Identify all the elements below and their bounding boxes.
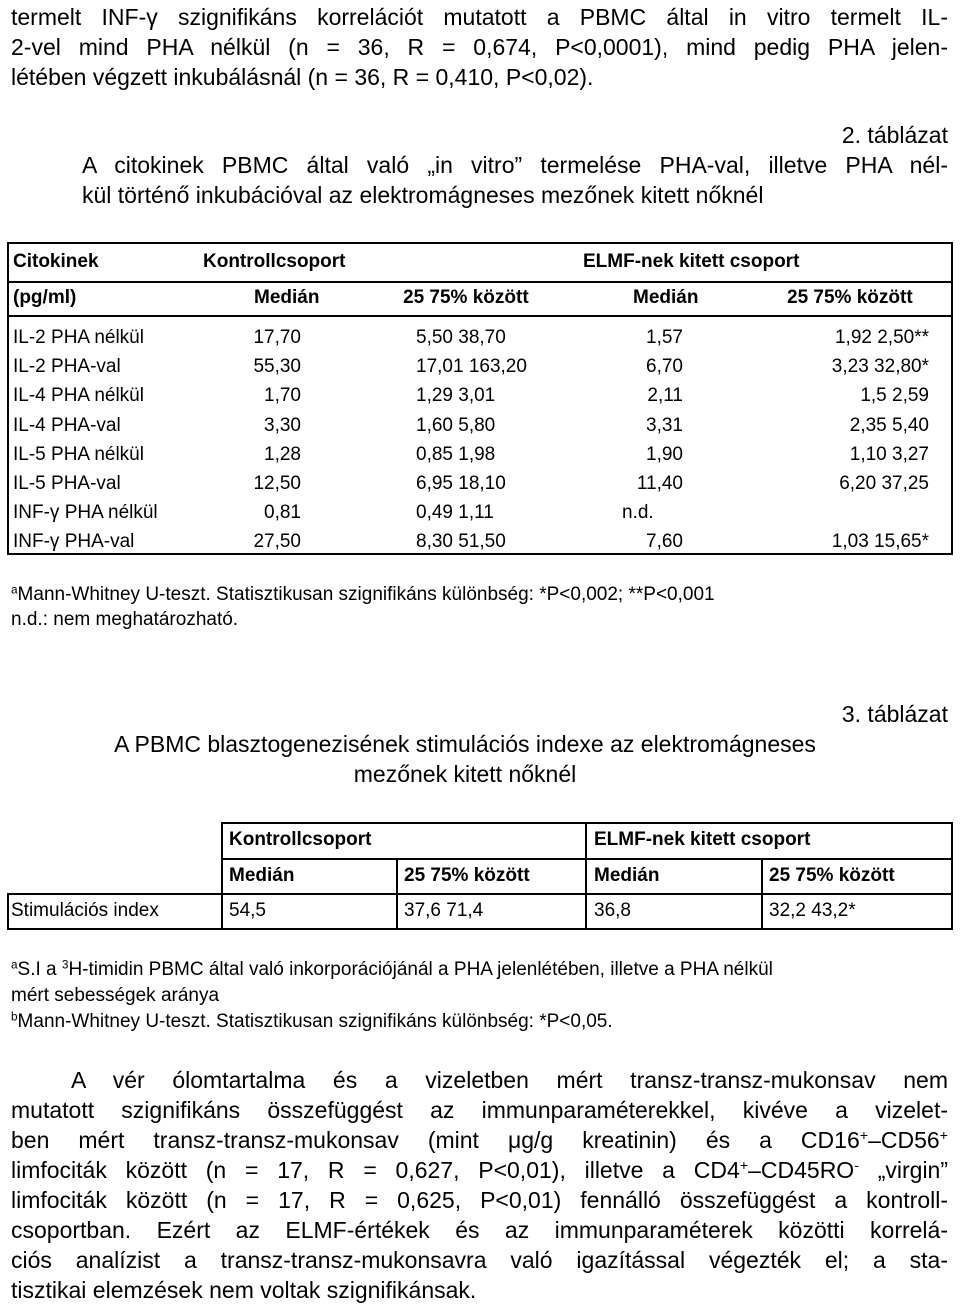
intro-line: termelt INF-γ szignifikáns korrelációt mutatott a PBMC által in vitro termelt IL-	[11, 4, 948, 30]
col-header-median: Medián	[254, 287, 320, 308]
table3-number: 3. táblázat	[841, 701, 948, 727]
col-header-median: Medián	[594, 865, 660, 886]
row-label: IL-5 PHA nélkül	[13, 443, 144, 465]
table3-divider	[396, 858, 398, 930]
col-header-median: Medián	[633, 287, 699, 308]
footnote-text: Mann-Whitney U-teszt. Statisztikusan szignifikáns különbség: *P<0,002; **P<0,001	[17, 584, 715, 605]
table3-divider	[221, 858, 953, 860]
footnote-marker: b	[11, 1010, 18, 1024]
table2-title	[82, 150, 948, 210]
closing-line: tisztikai elemzések nem voltak szignifikánsak.	[11, 1277, 477, 1303]
col-header-range: 25 75% között	[769, 865, 895, 886]
table3-divider	[585, 822, 587, 930]
row-label: Stimulációs index	[11, 900, 159, 921]
row-label: IL-2 PHA nélkül	[13, 327, 144, 348]
text-run: limfociták között (n = 17, R = 0,627, P<0,01), illetve a CD4	[11, 1157, 740, 1183]
control-range: 8,30 51,50	[416, 531, 506, 553]
table3-title-line: mezőnek kitett nőknél	[353, 761, 577, 787]
closing-line: limfociták között (n = 17, R = 0,625, P<0,01) fennálló összefüggést a kontroll-	[11, 1187, 948, 1213]
table2-title-line: kül történő inkubációval az elektromágneses mezőnek kitett nőknél	[82, 182, 764, 208]
table2-title-line: A citokinek PBMC által való „in vitro” termelése PHA-val, illetve PHA nél-	[82, 152, 948, 178]
col-header-range: 25 75% között	[787, 287, 913, 308]
row-label: INF-γ PHA-val	[13, 531, 135, 553]
table3-divider	[7, 928, 953, 930]
intro-paragraph	[11, 2, 948, 92]
text-run: –CD56	[868, 1127, 940, 1153]
table2-divider	[9, 281, 951, 283]
closing-line	[11, 1155, 948, 1185]
elmf-median: 2,11	[647, 385, 683, 407]
closing-line: A vér ólomtartalma és a vizeletben mért transz-transz-mukonsav nem	[71, 1067, 948, 1093]
intro-line: létében végzett inkubálásnál (n = 36, R = 0,410, P<0,02).	[11, 64, 594, 90]
elmf-range: 6,20 37,25	[839, 473, 929, 494]
footnote-marker: a	[11, 958, 18, 972]
control-median: 3,30	[264, 414, 301, 436]
table3-divider	[221, 822, 953, 824]
elmf-median: 7,60	[646, 531, 683, 553]
group-header-elmf: ELMF-nek kitett csoport	[594, 829, 811, 850]
footnote-text: Mann-Whitney U-teszt. Statisztikusan szignifikáns különbség: *P<0,05.	[17, 1011, 613, 1032]
row-label: IL-4 PHA nélkül	[13, 385, 144, 407]
control-range: 5,50 38,70	[416, 327, 506, 348]
closing-line: mutatott szignifikáns összefüggést az immunparaméterekkel, kivéve a vizelet-	[11, 1097, 948, 1123]
group-header-control: Kontrollcsoport	[229, 829, 372, 850]
control-range: 0,85 1,98	[416, 443, 496, 465]
group-header-elmf: ELMF-nek kitett csoport	[583, 251, 800, 272]
table3	[7, 822, 953, 930]
control-range: 0,49 1,11	[416, 502, 494, 524]
footnote-text: H-timidin PBMC által való inkorporációjánál a PHA jelenlétében, illetve a PHA nélkül	[68, 959, 773, 980]
control-median: 1,28	[264, 443, 301, 465]
table2-footnote	[11, 584, 715, 606]
col-header-unit: (pg/ml)	[13, 287, 77, 308]
row-label: IL-4 PHA-val	[13, 414, 121, 436]
footnote-text: S.I a	[17, 959, 62, 980]
control-range: 6,95 18,10	[416, 473, 506, 494]
elmf-range: 1,10 3,27	[849, 443, 929, 465]
superscript: +	[939, 1128, 948, 1145]
footnote-marker: a	[11, 583, 18, 597]
row-label: INF-γ PHA nélkül	[13, 502, 158, 524]
row-label: IL-5 PHA-val	[13, 473, 121, 494]
table3-divider	[7, 893, 953, 895]
superscript: -	[854, 1158, 859, 1175]
elmf-median: n.d.	[622, 502, 654, 524]
table2-divider	[9, 315, 951, 317]
table3-title-line: A PBMC blasztogenezisének stimulációs indexe az elektromágneses	[114, 731, 816, 757]
row-label: IL-2 PHA-val	[13, 356, 121, 378]
elmf-range: 32,2 43,2*	[769, 900, 856, 921]
closing-line	[11, 1125, 948, 1155]
elmf-median: 36,8	[594, 900, 631, 921]
control-median: 0,81	[264, 502, 301, 524]
table3-divider	[951, 822, 953, 930]
elmf-range: 3,23 32,80*	[831, 356, 929, 378]
control-range: 1,29 3,01	[416, 385, 496, 407]
superscript: +	[859, 1128, 869, 1145]
closing-line: ciós analízist a transz-transz-mukonsavra való igazítással végezték el; a sta-	[11, 1247, 948, 1273]
elmf-median: 6,70	[646, 356, 683, 378]
control-median: 27,50	[253, 531, 301, 553]
table3-footnote-a-cont: mért sebességek aránya	[11, 985, 220, 1006]
text-run: ben mért transz-transz-mukonsav (mint μg/g kreatinin) és a CD16	[11, 1127, 860, 1153]
control-median: 54,5	[229, 900, 266, 921]
col-header-range: 25 75% között	[404, 865, 530, 886]
elmf-range: 1,92 2,50**	[834, 327, 929, 348]
elmf-median: 1,57	[646, 327, 683, 348]
text-run: –CD45RO	[748, 1157, 855, 1183]
table3-divider	[221, 822, 223, 930]
superscript: +	[739, 1158, 749, 1175]
table3-footnote-a	[11, 959, 773, 981]
col-header-range: 25 75% között	[403, 287, 529, 308]
closing-line: csoportban. Ezért az ELMF-értékek és az immunparaméterek közötti korrelá-	[11, 1217, 948, 1243]
elmf-range: 1,03 15,65*	[831, 531, 929, 553]
table3-divider	[761, 858, 763, 930]
table2	[7, 242, 953, 555]
control-range: 1,60 5,80	[416, 414, 496, 436]
table2-number: 2. táblázat	[841, 122, 948, 148]
control-median: 55,30	[253, 356, 301, 378]
text-run: „virgin”	[858, 1157, 949, 1183]
group-header-control: Kontrollcsoport	[203, 251, 346, 272]
table3-divider	[7, 893, 9, 930]
elmf-range: 1,5 2,59	[860, 385, 929, 407]
control-median: 17,70	[253, 327, 301, 348]
elmf-median: 3,31	[646, 414, 683, 436]
control-range: 17,01 163,20	[416, 356, 527, 378]
col-header-citokinek: Citokinek	[13, 251, 99, 272]
table2-footnote-nd: n.d.: nem meghatározható.	[11, 609, 239, 630]
table3-footnote-b	[11, 1011, 613, 1033]
closing-paragraph	[11, 1065, 948, 1305]
intro-line: 2-vel mind PHA nélkül (n = 36, R = 0,674, P<0,0001), mind pedig PHA jelen-	[11, 34, 948, 60]
elmf-median: 1,90	[646, 443, 683, 465]
elmf-median: 11,40	[636, 473, 683, 494]
control-median: 12,50	[253, 473, 301, 494]
control-range: 37,6 71,4	[404, 900, 484, 921]
footnote-superscript: 3	[61, 958, 69, 972]
col-header-median: Medián	[229, 865, 295, 886]
control-median: 1,70	[264, 385, 301, 407]
elmf-range: 2,35 5,40	[849, 414, 929, 436]
